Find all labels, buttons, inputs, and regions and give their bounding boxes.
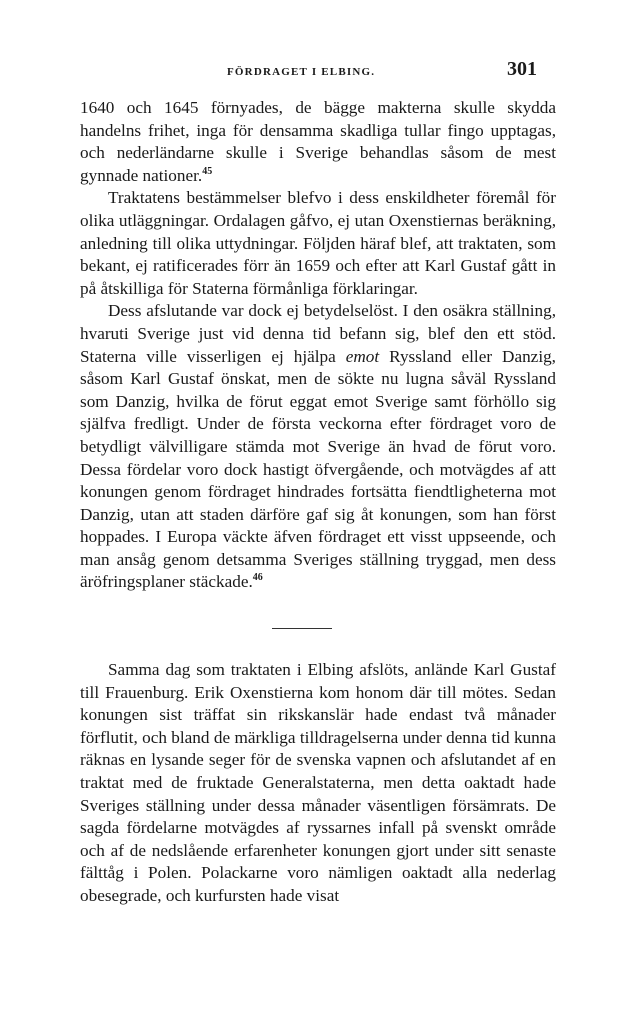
paragraph-text: Traktatens bestämmelser blefvo i dess enskildheter föremål för olika utläggningar. Ordalagen gåfvo, ej utan Oxenstiernas beräkning, anledning till olika uttydningar. Följden häraf blef, att traktaten, som bekant, ej ratificerades förr än 1659 och efter att Karl Gustaf gått in på åtskilliga för Staterna förmånliga förklaringar. [80, 188, 556, 298]
paragraph-text: Dess afslutande var dock ej betydelselöst. I den osäkra ställning, hvaruti Sverige just vid denna tid befann sig, blef den ett stöd. Staterna ville visserligen ej hjälpa [80, 301, 556, 366]
paragraph-text: Samma dag som traktaten i Elbing afslöts, anlände Karl Gustaf till Frauenburg. Erik Oxenstierna kom honom där till mötes. Sedan konungen sist träffat sin rikskanslär hade endast två månader förflutit, och bland de märkliga tilldragelserna under denna tid kunna räknas en lysande seger för de svenska vapnen och afslutandet af en traktat med de fruktade Generalstaterna, men detta oaktadt hade Sveriges ställning under dessa månader väsentligen försämrats. De sagda fördelarne motvägdes af ryssarnes infall på svenskt område och af de nedslående erfarenheter konungen gjort under sitt senaste fälttåg i Polen. Polackarne voro nämligen oaktadt alla nederlag obesegrade, och kurfursten hade visat [80, 660, 556, 905]
paragraph [80, 659, 556, 908]
text-block-upper [80, 97, 556, 594]
paragraph [80, 187, 556, 300]
paragraph-continuation [80, 97, 556, 187]
emphasis-text: emot [345, 346, 380, 366]
footnote-ref: 45 [202, 165, 213, 177]
paragraph-text: 1640 och 1645 förnyades, de bägge makterna skulle skydda handelns frihet, inga för densamma skadliga tullar fingo upptagas, och nederländarne skulle i Sverige behandlas såsom de mest gynnade nationer. [80, 98, 556, 185]
page-number: 301 [507, 58, 537, 80]
section-separator [272, 628, 332, 629]
paragraph [80, 300, 556, 594]
paragraph-text: Ryssland eller Danzig, såsom Karl Gustaf önskat, men de sökte nu lugna såväl Ryssland som Danzig, hvilka de förut eggat emot Sverige samt förhöllo sig själfva fredligt. Under de första veckorna efter fördraget voro de betydligt välvilligare stämda mot Sverige än hvad de förut voro. Dessa fördelar voro dock hastigt öfvergående, och motvägdes af att konungen genom fördraget hindrades fortsätta fiendtligheterna mot Danzig, utan att staden därföre gaf sig åt konungen, som han först hoppades. I Europa väckte äfven fördraget ett visst uppseende, och man ansåg genom detsamma Sveriges ställning tryggad, men dess äröfringsplaner stäckade. [80, 346, 556, 592]
text-block-lower [80, 659, 556, 908]
running-head: FÖRDRAGET I ELBING. [227, 66, 376, 78]
footnote-ref: 46 [252, 572, 263, 584]
